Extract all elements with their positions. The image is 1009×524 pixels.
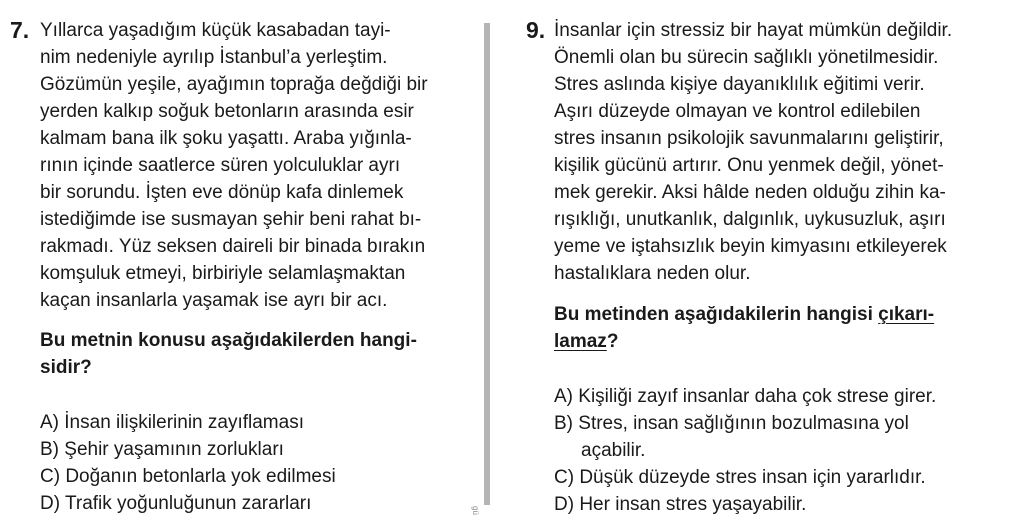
option-c[interactable]: C) Düşük düzeyde stres insan için yararlıdır. bbox=[554, 467, 926, 488]
question-number: 9. bbox=[526, 17, 546, 43]
passage-line: kişilik gücünü artırır. Onu yenmek değil, yönet- bbox=[554, 155, 944, 176]
column-divider bbox=[484, 23, 490, 505]
option-b-continuation[interactable]: açabilir. bbox=[581, 440, 646, 461]
option-d[interactable]: D) Her insan stres yaşayabilir. bbox=[554, 494, 807, 515]
passage-line: Aşırı düzeyde olmayan ve kontrol edilebilen bbox=[554, 101, 921, 122]
passage-line: komşuluk etmeyi, birbiriyle selamlaşmaktan bbox=[40, 263, 406, 284]
question-line bbox=[554, 301, 934, 328]
passage-line: yeme ve iştahsızlık beyin kimyasını etkileyerek bbox=[554, 236, 947, 257]
option-a[interactable]: A) İnsan ilişkilerinin zayıflaması bbox=[40, 412, 304, 433]
option-c[interactable]: C) Doğanın betonlarla yok edilmesi bbox=[40, 466, 336, 487]
question-line bbox=[554, 328, 618, 355]
passage-line: mek gerekir. Aksi hâlde neden olduğu zihin ka- bbox=[554, 182, 946, 203]
passage-line: yerden kalkıp soğuk betonların arasında esir bbox=[40, 101, 414, 122]
question-text: Bu metinden aşağıdakilerin hangisi bbox=[554, 304, 879, 325]
passage-line: stres insanın psikolojik savunmalarını geliştirir, bbox=[554, 128, 944, 149]
passage-line: hastalıklara neden olur. bbox=[554, 263, 751, 284]
passage-line: İnsanlar için stressiz bir hayat mümkün değildir. bbox=[554, 20, 953, 41]
question-number: 7. bbox=[10, 17, 30, 43]
passage-line: kaçan insanlarla yaşamak ise ayrı bir acı. bbox=[40, 290, 388, 311]
question-underlined-text: lamaz bbox=[554, 331, 607, 352]
question-line: sidir? bbox=[40, 357, 92, 378]
option-d[interactable]: D) Trafik yoğunluğunun zararları bbox=[40, 493, 312, 514]
option-b[interactable]: B) Şehir yaşamının zorlukları bbox=[40, 439, 284, 460]
passage-line: nim nedeniyle ayrılıp İstanbul’a yerleştim. bbox=[40, 47, 388, 68]
passage-line: bir sorundu. İşten eve dönüp kafa dinlemek bbox=[40, 182, 404, 203]
passage-line: rışıklığı, unutkanlık, dalgınlık, uykusuzluk, aşırı bbox=[554, 209, 946, 230]
question-mark: ? bbox=[606, 331, 619, 352]
option-b[interactable]: B) Stres, insan sağlığının bozulmasına yol bbox=[554, 413, 909, 434]
passage-line: rının içinde saatlerce süren yolculuklar ayrı bbox=[40, 155, 401, 176]
passage-line: Stres aslında kişiye dayanıklılık eğitimi verir. bbox=[554, 74, 925, 95]
question-underlined-text: çıkarı- bbox=[878, 304, 935, 325]
option-a[interactable]: A) Kişiliği zayıf insanlar daha çok strese girer. bbox=[554, 386, 937, 407]
footer-mark: gü bbox=[471, 506, 480, 515]
question-line: Bu metnin konusu aşağıdakilerden hangi- bbox=[40, 330, 417, 351]
passage-line: Yıllarca yaşadığım küçük kasabadan tayi- bbox=[40, 20, 391, 41]
passage-line: rakmadı. Yüz seksen daireli bir binada bırakın bbox=[40, 236, 426, 257]
passage-line: kalmam bana ilk şoku yaşattı. Araba yığınla- bbox=[40, 128, 412, 149]
passage-line: istediğimde ise susmayan şehir beni rahat bı- bbox=[40, 209, 422, 230]
passage-line: Gözümün yeşile, ayağımın toprağa değdiği bir bbox=[40, 74, 428, 95]
passage-line: Önemli olan bu sürecin sağlıklı yönetilmesidir. bbox=[554, 47, 939, 68]
